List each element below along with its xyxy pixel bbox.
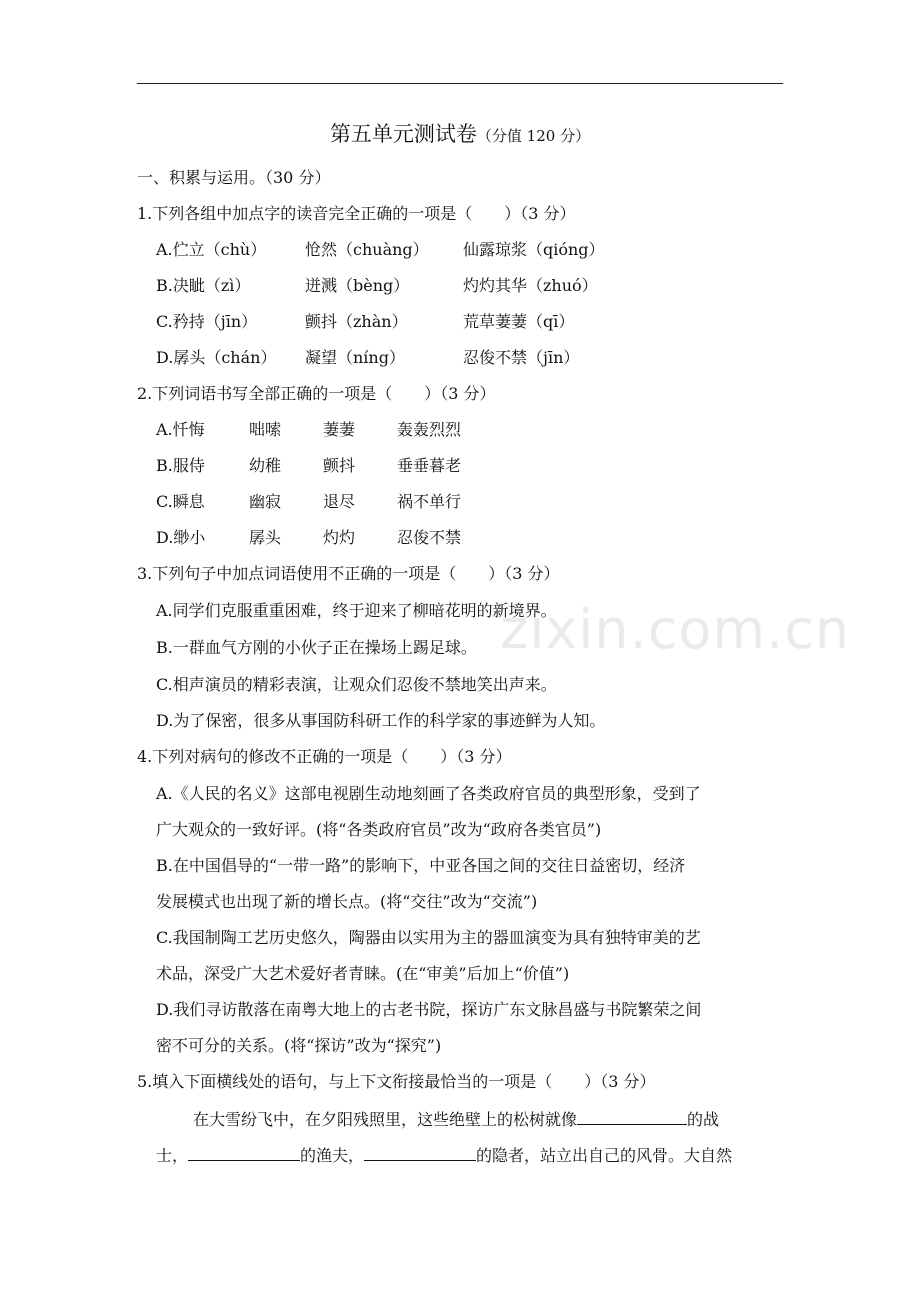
- q2-option-d-2: 孱头: [249, 528, 282, 547]
- q2-option-c-2: 幽寂: [249, 492, 282, 511]
- q3-option-a: A.同学们克服重重困难，终于迎来了柳暗花明的新境界。: [156, 601, 557, 620]
- q1-option-b-2: 迸溅（bèng）: [305, 276, 410, 295]
- q1-option-a-1: A.伫立（chù）: [156, 240, 267, 259]
- q2-stem: 2.下列词语书写全部正确的一项是（ ）（3 分）: [137, 384, 496, 403]
- q1-option-a-2: 怆然（chuàng）: [305, 240, 429, 259]
- q5-text-2: 的战: [687, 1110, 720, 1129]
- q4-option-b-line2: 发展模式也出现了新的增长点。(将“交往”改为“交流”): [156, 892, 538, 911]
- q1-option-b-1: B.决眦（zì）: [156, 276, 251, 295]
- q4-option-d-line2: 密不可分的关系。(将“探访”改为“探究”): [156, 1036, 442, 1055]
- q1-option-c-2: 颤抖（zhàn）: [305, 312, 408, 331]
- q2-option-d-4: 忍俊不禁: [397, 528, 462, 547]
- q5-passage-line2: [156, 1142, 732, 1168]
- q1-option-c-1: C.矜持（jīn）: [156, 312, 258, 331]
- q5-text-4: 的渔夫，: [300, 1146, 365, 1165]
- q1-option-a-3: 仙露琼浆（qióng）: [463, 240, 605, 259]
- q2-option-a-2: 咄嗦: [249, 420, 282, 439]
- page-title: [0, 118, 920, 152]
- q2-option-c-1: C.瞬息: [156, 492, 205, 511]
- fill-blank-3[interactable]: [364, 1142, 476, 1161]
- watermark: zixin.com.cn: [500, 598, 851, 661]
- q1-option-d-3: 忍俊不禁（jīn）: [463, 348, 580, 367]
- q5-text-1: 在大雪纷飞中，在夕阳残照里，这些绝壁上的松树就像: [193, 1110, 578, 1129]
- q4-option-c-line2: 术品，深受广大艺术爱好者青睐。(在“审美”后加上“价值”): [156, 964, 570, 983]
- q4-option-a-line2: 广大观众的一致好评。(将“各类政府官员”改为“政府各类官员”): [156, 820, 602, 839]
- q1-option-d-2: 凝望（níng）: [305, 348, 405, 367]
- q2-option-c-3: 退尽: [323, 492, 356, 511]
- q5-passage-line1: [193, 1106, 719, 1132]
- q4-option-a-line1: A.《人民的名义》这部电视剧生动地刻画了各类政府官员的典型形象，受到了: [156, 784, 701, 803]
- q2-option-a-3: 萋萋: [323, 420, 356, 439]
- q4-option-d-line1: D.我们寻访散落在南粤大地上的古老书院，探访广东文脉昌盛与书院繁荣之间: [156, 1000, 702, 1019]
- q5-stem: 5.填入下面横线处的语句，与上下文衔接最恰当的一项是（ ）（3 分）: [137, 1072, 656, 1091]
- q2-option-b-3: 颤抖: [323, 456, 356, 475]
- q3-option-c: C.相声演员的精彩表演，让观众们忍俊不禁地笑出声来。: [156, 675, 557, 694]
- q4-stem: 4.下列对病句的修改不正确的一项是（ ）（3 分）: [137, 747, 512, 766]
- q2-option-b-1: B.服侍: [156, 456, 205, 475]
- q5-text-3: 士，: [156, 1146, 189, 1165]
- q1-option-b-3: 灼灼其华（zhuó）: [463, 276, 598, 295]
- q1-option-d-1: D.孱头（chán）: [156, 348, 277, 367]
- q2-option-a-1: A.忏悔: [156, 420, 205, 439]
- section-heading: 一、积累与运用。（30 分）: [137, 168, 331, 187]
- q2-option-a-4: 轰轰烈烈: [397, 420, 462, 439]
- q3-option-b: B.一群血气方刚的小伙子正在操场上踢足球。: [156, 638, 477, 657]
- q2-option-b-2: 幼稚: [249, 456, 282, 475]
- fill-blank-1[interactable]: [577, 1106, 687, 1125]
- q2-option-d-3: 灼灼: [323, 528, 356, 547]
- fill-blank-2[interactable]: [188, 1142, 300, 1161]
- q2-option-c-4: 祸不单行: [397, 492, 462, 511]
- q1-stem: 1.下列各组中加点字的读音完全正确的一项是（ ）（3 分）: [137, 204, 576, 223]
- q3-option-d: D.为了保密，很多从事国防科研工作的科学家的事迹鲜为人知。: [156, 711, 606, 730]
- q2-option-b-4: 垂垂暮老: [397, 456, 462, 475]
- q5-text-5: 的隐者，站立出自己的风骨。大自然: [476, 1146, 733, 1165]
- header-rule: [137, 83, 783, 84]
- q1-option-c-3: 荒草萋萋（qī）: [463, 312, 575, 331]
- q4-option-c-line1: C.我国制陶工艺历史悠久，陶器由以实用为主的器皿演变为具有独特审美的艺: [156, 928, 701, 947]
- q4-option-b-line1: B.在中国倡导的“一带一路”的影响下，中亚各国之间的交往日益密切，经济: [156, 856, 686, 875]
- title-text: 第五单元测试卷: [329, 122, 477, 146]
- q3-stem: 3.下列句子中加点词语使用不正确的一项是（ ）（3 分）: [137, 564, 560, 583]
- title-score: （分值 120 分）: [476, 127, 591, 145]
- q2-option-d-1: D.缈小: [156, 528, 206, 547]
